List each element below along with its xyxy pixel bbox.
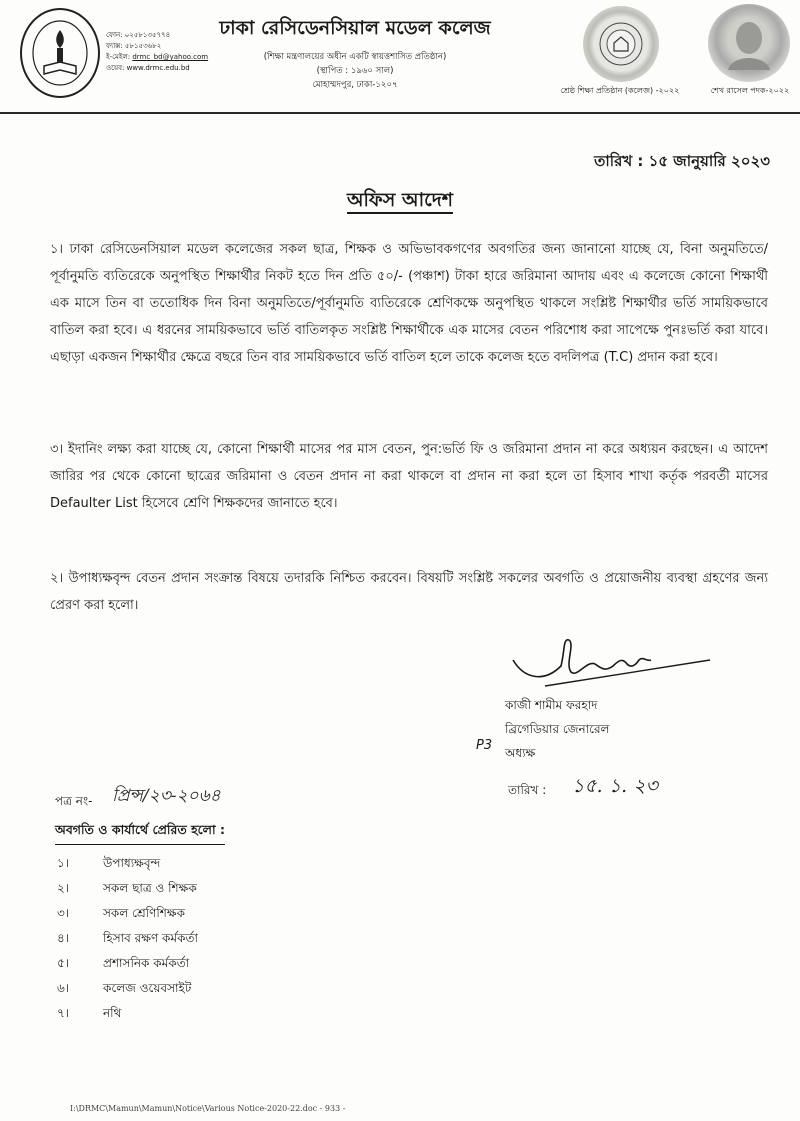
list-item-text: নথি [103, 1005, 122, 1020]
list-item-number: ৪। [57, 930, 70, 945]
notice-title: অফিস আদেশ [347, 189, 453, 214]
issue-date: তারিখ : ১৫ জানুয়ারি ২০২৩ [594, 152, 770, 170]
list-item [57, 877, 198, 902]
signatory-name: কাজী শামীম ফরহাদ [505, 698, 598, 712]
award-caption-1: শ্রেষ্ঠ শিক্ষা প্রতিষ্ঠান (কলেজ) -২০২২ [560, 86, 680, 95]
established-text: (স্থাপিত : ১৯৬০ সাল) [316, 66, 394, 76]
web-text[interactable]: ওয়েব: www.drmc.edu.bd [106, 64, 190, 72]
list-item-number: ৭। [57, 1005, 70, 1020]
notice-title-wrap [0, 186, 800, 218]
torch-book-emblem-icon [30, 18, 90, 88]
address-text: মোহাম্মদপুর, ঢাকা-১২০৭ [312, 80, 398, 90]
list-item [57, 902, 198, 927]
list-item-text: প্রশাসনিক কর্মকর্তা [103, 955, 190, 970]
list-item [57, 1002, 198, 1027]
list-item-text: সকল শ্রেণিশিক্ষক [103, 905, 186, 920]
list-item-number: ৩। [57, 905, 70, 920]
sign-date-handwritten: ১৫. ১. ২৩ [572, 775, 658, 797]
signatory-designation: অধ্যক্ষ [505, 746, 536, 760]
list-item [57, 977, 198, 1002]
file-path-footer: I:\DRMC\Mamun\Mamun\Notice\Various Notice-2020-22.doc - 933 - [70, 1104, 346, 1113]
list-item-text: উপাধ্যক্ষবৃন্দ [103, 855, 161, 870]
header-divider [0, 112, 800, 114]
college-logo [20, 8, 100, 98]
phone-text: ফোন: ০২৫৮১৩৫৭৭৪ [106, 31, 171, 39]
fax-text: ফ্যাক্স: ৫৮১৫৩৬৮২ [106, 42, 162, 50]
handwritten-initial: P3 [476, 738, 493, 753]
medal-seal-icon [598, 21, 644, 67]
distribution-list [57, 852, 198, 1027]
list-item-text: কলেজ ওয়েবসাইট [103, 980, 192, 995]
list-item-number: ৫। [57, 955, 70, 970]
list-item-text: সকল ছাত্র ও শিক্ষক [103, 880, 197, 895]
paragraph-2: ৩। ইদানিং লক্ষ্য করা যাচ্ছে যে, কোনো শিক্ষার্থী মাসের পর মাস বেতন, পুন:ভর্তি ফি ও জরিমানা প্রদান না করে অধ্যয়ন করছেন। এ আদেশ জারির পর থেকে কোনো ছাত্রের জরিমানা ও বেতন প্রদান না করা থাকলে বা প্রদান না করা হলে তা হিসাব শাখা কর্তৃক পরবর্তী মাসের Defaulter List হিসেবে শ্রেণি শিক্ষকদের জানাতে হবে। [50, 442, 768, 511]
email-label: ই-মেইল: [106, 53, 131, 61]
award-caption-2: শেখ রাসেল পদক-২০২২ [710, 86, 790, 95]
memo-number-label: পত্র নং- [55, 794, 93, 808]
sheikh-russel-medal-icon [708, 4, 790, 82]
list-item [57, 927, 198, 952]
memo-number-handwritten: প্রিন্স/২৩-২০৬৪ [112, 786, 221, 806]
signatory-block [505, 693, 610, 765]
list-item [57, 852, 198, 877]
paragraph-1: ১। ঢাকা রেসিডেনসিয়াল মডেল কলেজের সকল ছাত্র, শিক্ষক ও অভিভাবকগণের অবগতির জন্য জানানো যাচ্ছে যে, বিনা অনুমতিতে/পূর্বানুমতি ব্যতিরেকে অনুপস্থিত শিক্ষার্থীর নিকট হতে দিন প্রতি ৫০/- (পঞ্চাশ) টাকা হারে জরিমানা আদায় এবং এ কলেজে কোনো শিক্ষার্থী এক মাসে তিন বা ততোধিক দিন বিনা অনুমতিতে/পূর্বানুমতি ব্যতিরেকে শ্রেণিকক্ষে অনুপস্থিত থাকলে সংশ্লিষ্ট শিক্ষার্থীর ভর্তি সাময়িকভাবে বাতিল করা হবে। এ ধরনের সাময়িকভাবে ভর্তি বাতিলকৃত সংশ্লিষ্ট শিক্ষার্থীকে এক মাসের বেতন পরিশোধ করা সাপেক্ষে পুনঃভর্তি করা যাবে। এছাড়া একজন শিক্ষার্থীর ক্ষেত্রে বছরে তিন বার সাময়িকভাবে ভর্তি বাতিল হলে তাকে কলেজ হতে বদলিপত্র (T.C) প্রদান করা হবে। [50, 242, 768, 365]
sign-date-label: তারিখ : [508, 783, 547, 797]
college-subtitle: (শিক্ষা মন্ত্রণালয়ের অধীন একটি স্বায়ত্তশাসিত প্রতিষ্ঠান) [263, 52, 447, 62]
list-item-number: ২। [57, 880, 70, 895]
paragraph-3: ২। উপাধ্যক্ষবৃন্দ বেতন প্রদান সংক্রান্ত বিষয়ে তদারকি নিশ্চিত করবেন। বিষয়টি সংশ্লিষ্ট সকলের অবগতি ও প্রয়োজনীয় ব্যবস্থা গ্রহণের জন্য প্রেরণ করা হলো। [50, 571, 768, 613]
principal-signature [505, 630, 715, 690]
list-item-number: ১। [57, 855, 70, 870]
letterhead-center [190, 8, 520, 92]
signatory-rank: ব্রিগেডিয়ার জেনারেল [505, 722, 610, 736]
award-medal-icon [583, 6, 659, 82]
college-name: ঢাকা রেসিডেনসিয়াল মডেল কলেজ [219, 17, 491, 39]
list-item [57, 952, 198, 977]
email-link[interactable]: drmc_bd@yahoo.com [132, 53, 209, 61]
distribution-title: অবগতি ও কার্যার্থে প্রেরিত হলো : [55, 822, 225, 845]
list-item-text: হিসাব রক্ষণ কর্মকর্তা [103, 930, 198, 945]
portrait-medal-icon [708, 4, 790, 82]
list-item-number: ৬। [57, 980, 70, 995]
